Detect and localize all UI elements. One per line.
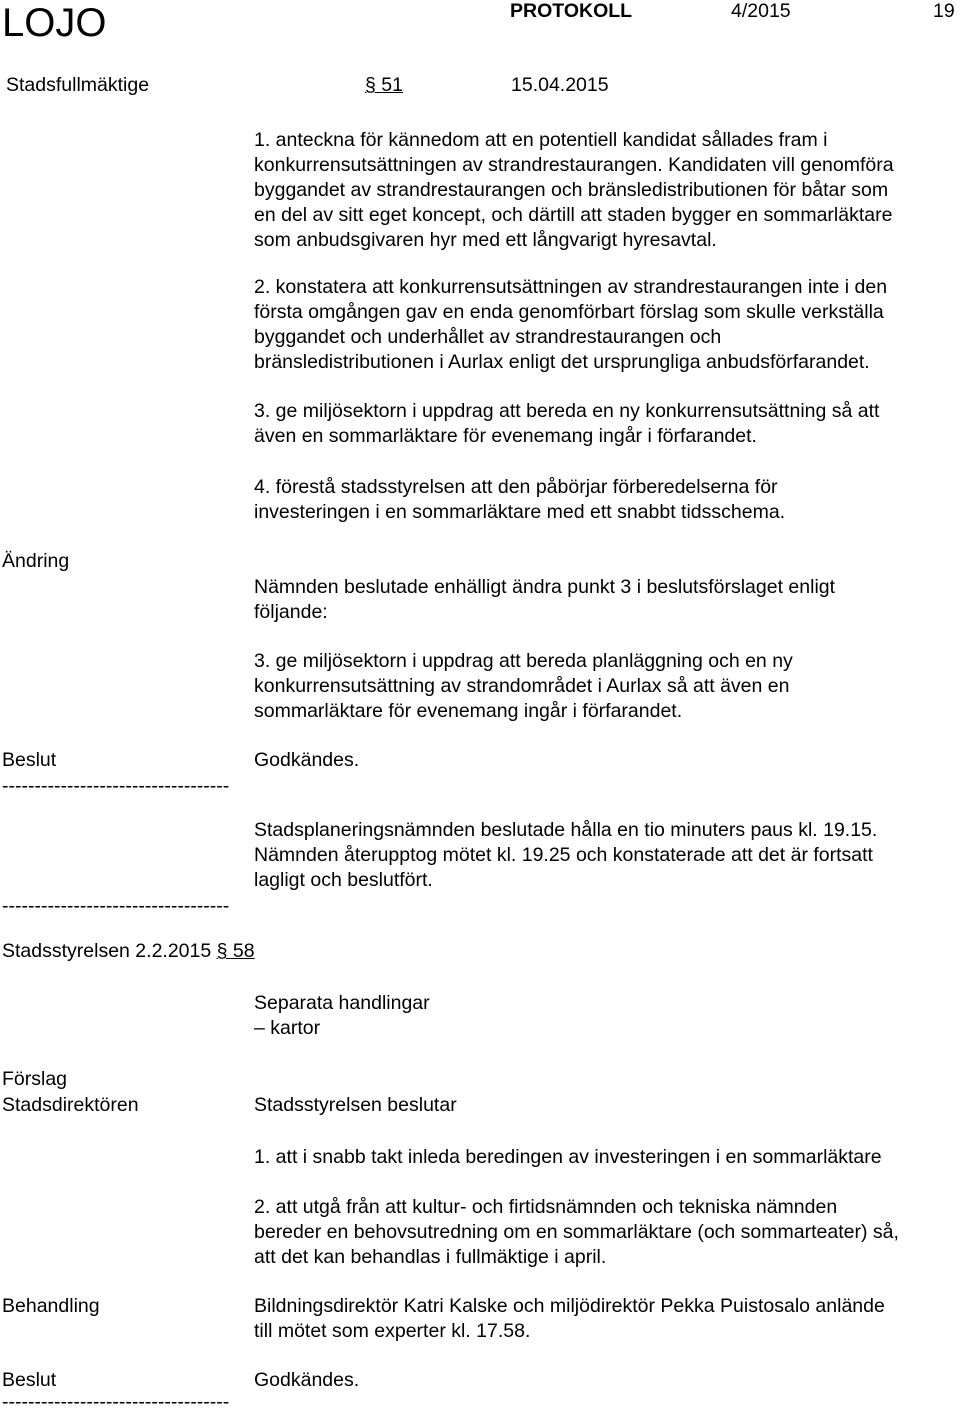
text-line: Separata handlingar xyxy=(254,992,430,1014)
text-line: byggandet av strandrestaurangen och bränsledistributionen för båtar som xyxy=(254,179,889,201)
text-line: som anbudsgivaren hyr med ett långvarigt hyresavtal. xyxy=(254,229,717,251)
forslag-item-1: 1. att i snabb takt inleda beredingen av investeringen i en sommarläktare xyxy=(254,1146,882,1168)
text-line: Nämnden återupptog mötet kl. 19.25 och konstaterade att det är fortsatt xyxy=(254,844,873,866)
page-number: 19 xyxy=(933,0,955,22)
text-line: konkurrensutsättning av strandområdet i Aurlax så att även en xyxy=(254,675,790,697)
text-line: första omgången gav en enda genomförbart förslag som skulle verkställa xyxy=(254,301,884,323)
beslut-text: Godkändes. xyxy=(254,749,360,771)
logo: LOJO xyxy=(2,1,107,45)
separator-line: ----------------------------------- xyxy=(2,895,230,917)
beslut-text: Godkändes. xyxy=(254,1369,360,1391)
document-type: PROTOKOLL xyxy=(510,0,633,22)
text-line: till mötet som experter kl. 17.58. xyxy=(254,1320,531,1342)
meeting-date: 15.04.2015 xyxy=(511,74,609,96)
text-line: 2. konstatera att konkurrensutsättningen av strandrestaurangen inte i den xyxy=(254,276,888,298)
forslag-author: Stadsdirektören xyxy=(2,1094,139,1116)
text-line: investeringen i en sommarläktare med ett snabbt tidsschema. xyxy=(254,501,786,523)
text-line: även en sommarläktare för evenemang ingår i förfarandet. xyxy=(254,425,757,447)
text-line: att det kan behandlas i fullmäktige i april. xyxy=(254,1246,607,1268)
text-line: konkurrensutsättningen av strandrestaurangen. Kandidaten vill genomföra xyxy=(254,154,894,176)
text-line: 3. ge miljösektorn i uppdrag att bereda planläggning och en ny xyxy=(254,650,793,672)
meeting-body: Stadsfullmäktige xyxy=(6,74,150,96)
text-line: Bildningsdirektör Katri Kalske och miljödirektör Pekka Puistosalo anlände xyxy=(254,1295,885,1317)
forslag-label: Förslag xyxy=(2,1068,68,1090)
separator-line: ----------------------------------- xyxy=(2,1391,230,1413)
text-line: – kartor xyxy=(254,1017,321,1039)
forslag-heading: Stadsstyrelsen beslutar xyxy=(254,1094,457,1116)
ss-reference: Stadsstyrelsen 2.2.2015 § 58 xyxy=(2,940,255,962)
text-line: byggandet och underhållet av strandrestaurangen och xyxy=(254,326,722,348)
beslut-label: Beslut xyxy=(2,1369,57,1391)
text-line: 3. ge miljösektorn i uppdrag att bereda en ny konkurrensutsättning så att xyxy=(254,400,880,422)
text-line: 2. att utgå från att kultur- och firtidsnämnden och tekniska nämnden xyxy=(254,1196,838,1218)
andring-label: Ändring xyxy=(2,550,70,572)
text-line: bereder en behovsutredning om en sommarläktare (och sommarteater) så, xyxy=(254,1221,899,1243)
section-number: § 51 xyxy=(365,74,403,96)
text-line: följande: xyxy=(254,601,328,623)
text-line: Nämnden beslutade enhälligt ändra punkt 3 i beslutsförslaget enligt xyxy=(254,576,836,598)
text-line: 4. förestå stadsstyrelsen att den påbörjar förberedelserna för xyxy=(254,476,778,498)
text-line: en del av sitt eget koncept, och därtill att staden bygger en sommarläktare xyxy=(254,204,893,226)
text-line: bränsledistributionen i Aurlax enligt det ursprungliga anbudsförfarandet. xyxy=(254,351,870,373)
text-line: lagligt och beslutfört. xyxy=(254,869,433,891)
issue-number: 4/2015 xyxy=(731,0,791,22)
text-line: sommarläktare för evenemang ingår i förfarandet. xyxy=(254,700,683,722)
behandling-label: Behandling xyxy=(2,1295,100,1317)
text-line: Stadsplaneringsnämnden beslutade hålla en tio minuters paus kl. 19.15. xyxy=(254,819,878,841)
text-line: 1. anteckna för kännedom att en potentiell kandidat sållades fram i xyxy=(254,129,828,151)
beslut-label: Beslut xyxy=(2,749,57,771)
separator-line: ----------------------------------- xyxy=(2,775,230,797)
